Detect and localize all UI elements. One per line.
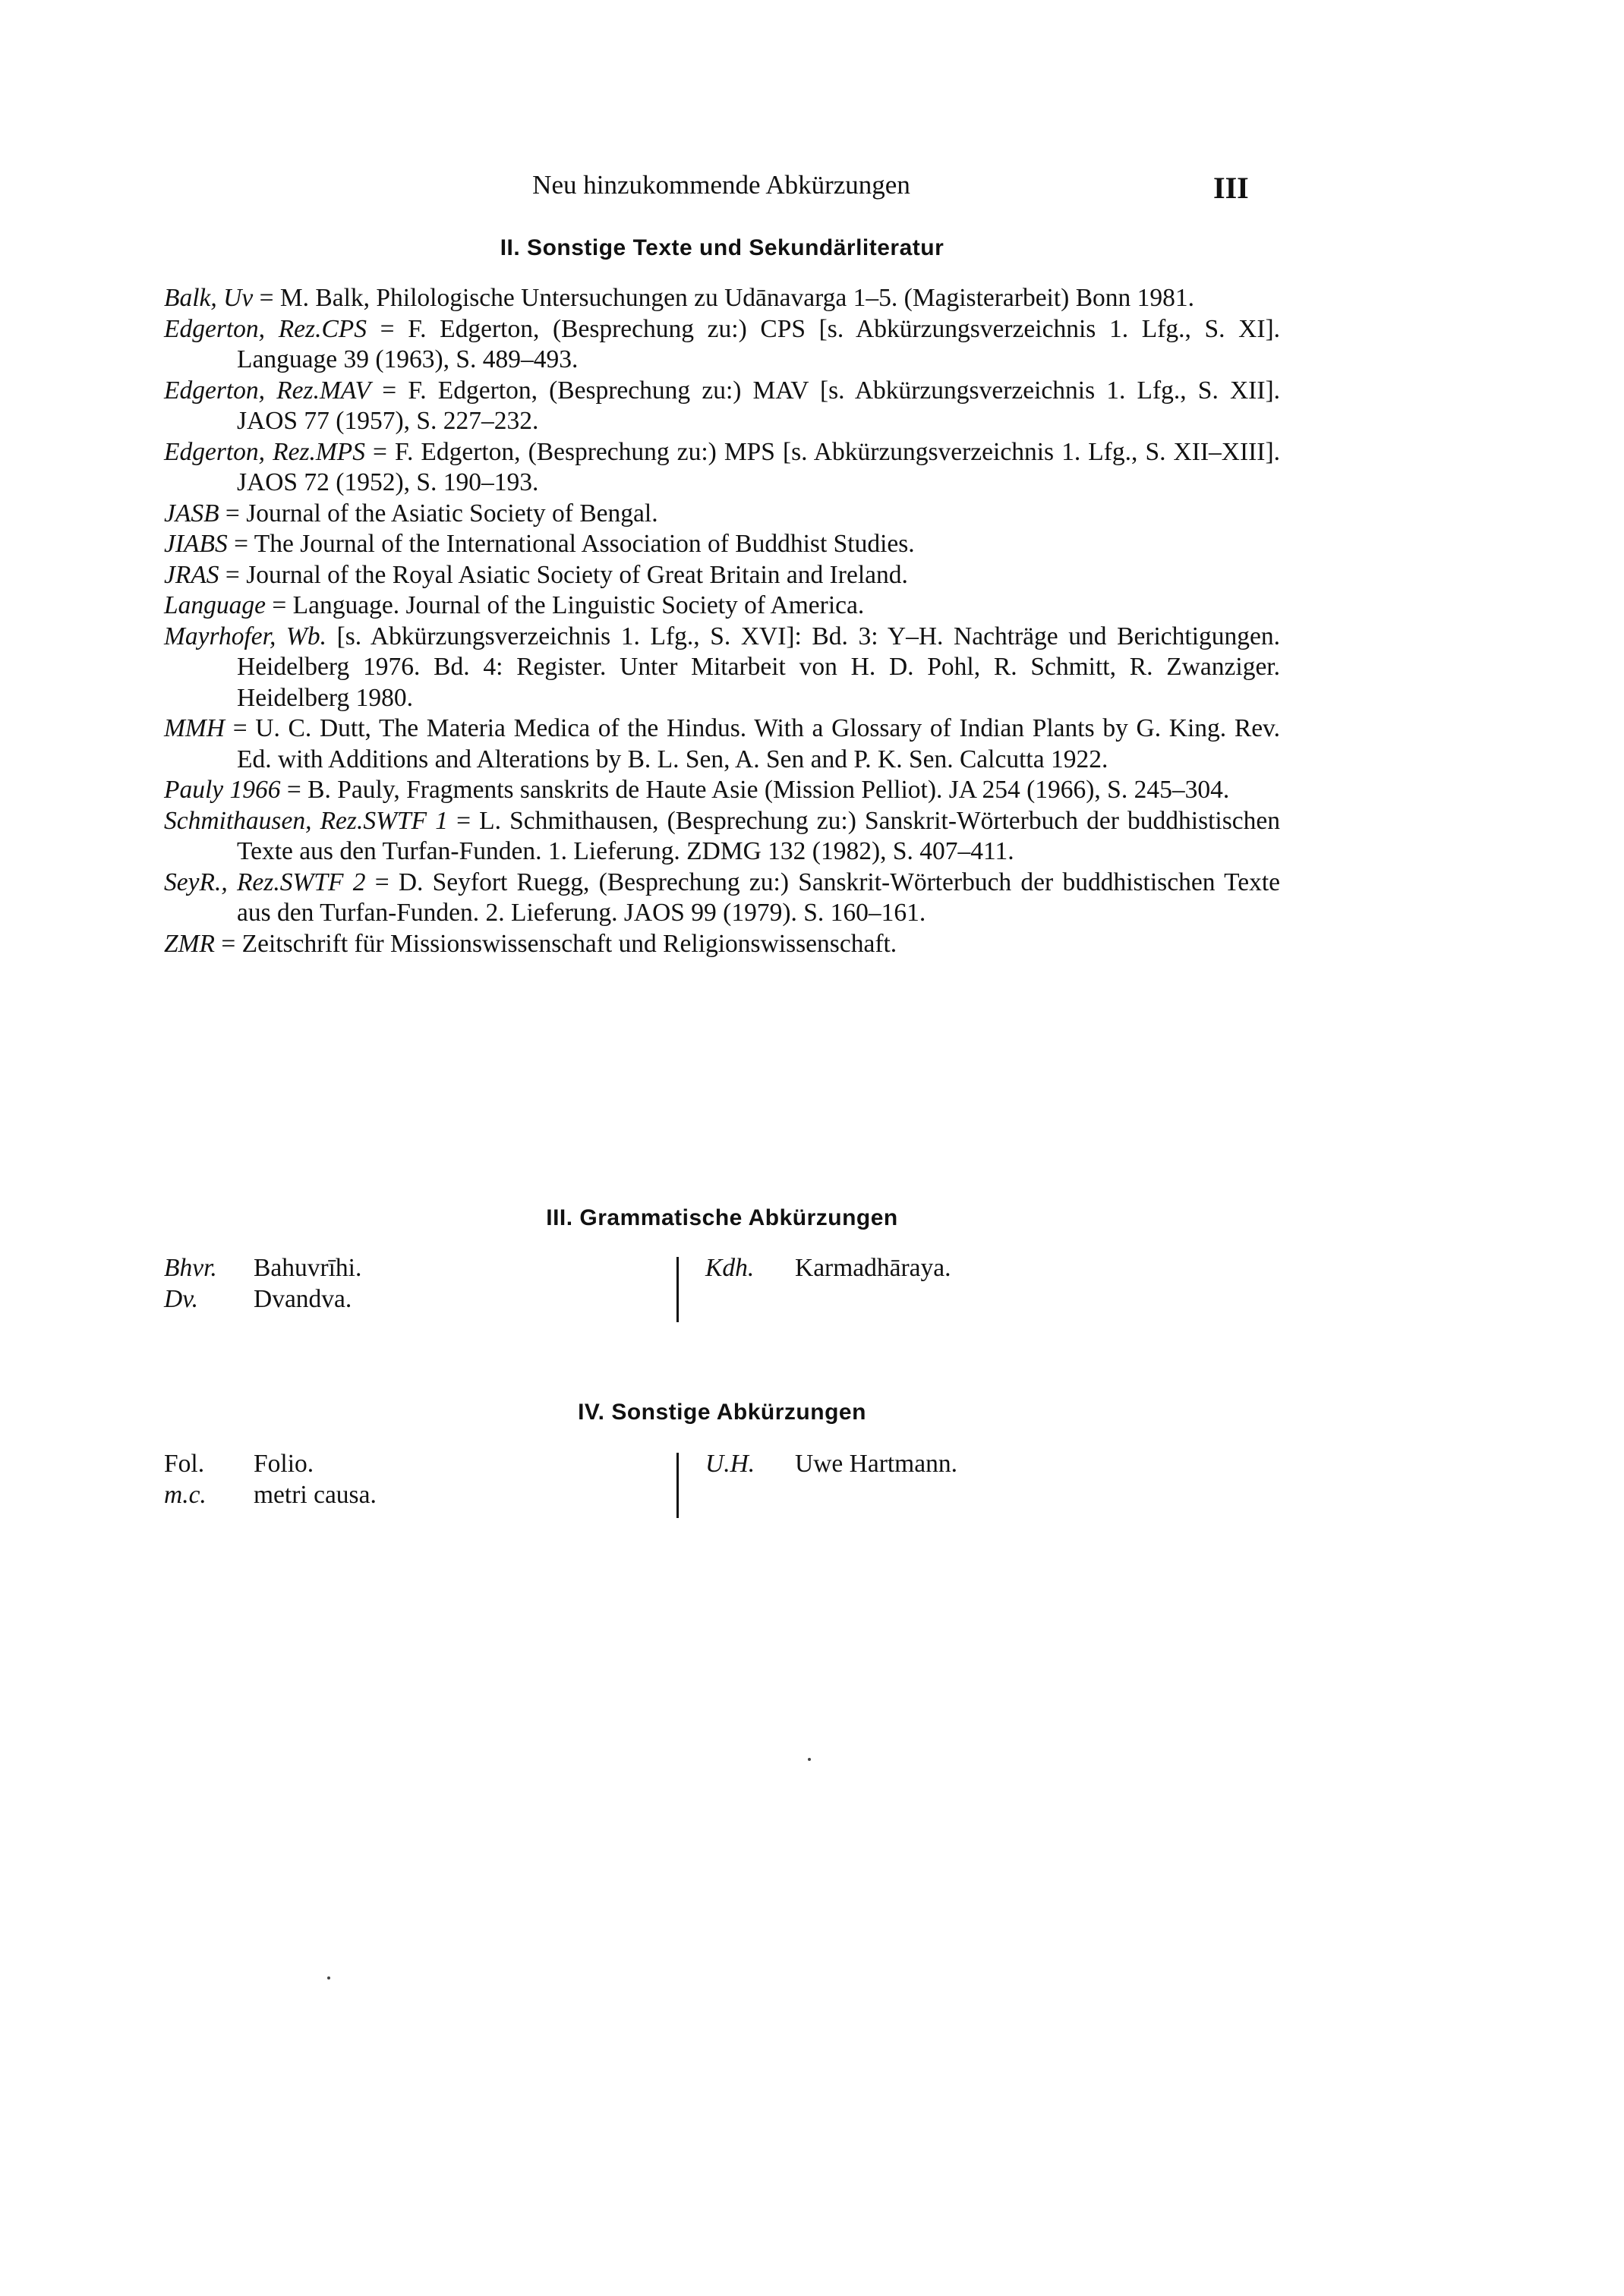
grammatical-right-column <box>705 1253 951 1284</box>
bibliography-entry <box>164 499 1280 530</box>
entry-abbreviation: Pauly 1966 <box>164 776 281 804</box>
entry-abbreviation: Edgerton, Rez.CPS <box>164 314 367 343</box>
abbreviation-value: Karmadhāraya. <box>795 1254 951 1282</box>
abbreviation-key: U.H. <box>705 1450 755 1478</box>
bibliography-entry <box>164 775 1280 806</box>
bibliography-entry <box>164 283 1280 314</box>
entry-abbreviation: JRAS <box>164 560 219 589</box>
running-head: Neu hinzukommende Abkürzungen <box>532 170 910 200</box>
abbreviation-value: Dvandva. <box>254 1284 352 1313</box>
entry-text: = Journal of the Asiatic Society of Bengal. <box>225 499 658 528</box>
bibliography-entry <box>164 713 1280 775</box>
bibliography-entry <box>164 806 1280 868</box>
abbreviation-row <box>164 1449 377 1480</box>
bibliography-entry <box>164 929 1280 960</box>
abbreviation-key: Kdh. <box>705 1254 755 1282</box>
entry-text: = M. Balk, Philologische Untersuchungen zu Udānavarga 1–5. (Magisterarbeit) Bonn 1981. <box>259 284 1195 312</box>
entry-abbreviation: Edgerton, Rez.MAV <box>164 376 371 405</box>
entry-text: = D. Seyfort Ruegg, (Besprechung zu:) Sanskrit-Wörterbuch der buddhistischen Texte aus den Turfan-Funden. 2. Lieferung. JAOS 99 (1979). S. 160–161. <box>237 868 1281 927</box>
bibliography-entry <box>164 529 1280 560</box>
bibliography-entry <box>164 868 1280 929</box>
entry-abbreviation: ZMR <box>164 929 215 958</box>
abbreviation-value: metri causa. <box>254 1480 377 1509</box>
section-title-grammatical: III. Grammatische Abkürzungen <box>546 1205 898 1230</box>
entry-text: = Zeitschrift für Missionswissenschaft und Religionswissenschaft. <box>221 929 897 958</box>
abbreviation-key: Fol. <box>164 1450 205 1478</box>
abbreviation-row <box>164 1253 361 1284</box>
scan-speck <box>327 1976 330 1979</box>
entry-text: = B. Pauly, Fragments sanskrits de Haute Asie (Mission Pelliot). JA 254 (1966), S. 245–304. <box>286 776 1230 804</box>
other-left-column <box>164 1449 377 1510</box>
entry-text: = Journal of the Royal Asiatic Society of Great Britain and Ireland. <box>225 560 908 589</box>
bibliography-entry <box>164 591 1280 622</box>
section-title-other-texts: II. Sonstige Texte und Sekundärliteratur <box>500 235 944 260</box>
abbreviation-value: Bahuvrīhi. <box>254 1254 362 1282</box>
entry-text: [s. Abkürzungsverzeichnis 1. Lfg., S. XVI]: Bd. 3: Y–H. Nachträge und Berichtigungen. Heidelberg 1976. Bd. 4: Register. Unter Mitarbeit von H. D. Pohl, R. Schmitt, R. Zwanziger. Heidelberg 1980. <box>237 622 1281 712</box>
entry-text: = F. Edgerton, (Besprechung zu:) CPS [s. Abkürzungsverzeichnis 1. Lfg., S. XI]. Language 39 (1963), S. 489–493. <box>237 314 1281 373</box>
abbreviation-row <box>164 1480 377 1511</box>
abbreviation-value: Folio. <box>254 1450 314 1478</box>
entry-text: = Language. Journal of the Linguistic Society of America. <box>272 591 865 619</box>
entry-abbreviation: Language <box>164 591 266 619</box>
entry-abbreviation: Mayrhofer, Wb. <box>164 622 326 650</box>
entry-abbreviation: MMH <box>164 714 225 742</box>
bibliography-list <box>164 283 1280 959</box>
entry-text: = F. Edgerton, (Besprechung zu:) MAV [s. Abkürzungsverzeichnis 1. Lfg., S. XII]. JAOS 77 (1957), S. 227–232. <box>237 376 1281 435</box>
grammatical-left-column <box>164 1253 361 1315</box>
abbreviation-key: m.c. <box>164 1480 207 1509</box>
abbreviation-key: Dv. <box>164 1284 198 1313</box>
abbreviation-row <box>705 1449 957 1480</box>
bibliography-entry <box>164 314 1280 376</box>
abbreviation-row <box>705 1253 951 1284</box>
bibliography-entry <box>164 622 1280 714</box>
entry-abbreviation: Balk, Uv <box>164 284 254 312</box>
column-divider <box>676 1257 679 1322</box>
abbreviation-key: Bhvr. <box>164 1254 217 1282</box>
entry-abbreviation: SeyR., Rez.SWTF 2 <box>164 868 366 896</box>
entry-text: = The Journal of the International Association of Buddhist Studies. <box>234 530 915 558</box>
bibliography-entry <box>164 560 1280 591</box>
abbreviation-row <box>164 1284 361 1315</box>
scan-speck <box>808 1758 811 1761</box>
other-right-column <box>705 1449 957 1480</box>
entry-abbreviation: Schmithausen, Rez.SWTF 1 <box>164 806 448 835</box>
abbreviation-value: Uwe Hartmann. <box>795 1450 957 1478</box>
entry-text: = L. Schmithausen, (Besprechung zu:) Sanskrit-Wörterbuch der buddhistischen Texte aus den Turfan-Funden. 1. Lieferung. ZDMG 132 (1982), S. 407–411. <box>237 806 1280 865</box>
section-title-other-abbreviations: IV. Sonstige Abkürzungen <box>578 1400 866 1425</box>
entry-abbreviation: JASB <box>164 499 219 528</box>
column-divider <box>676 1453 679 1518</box>
entry-abbreviation: JIABS <box>164 530 228 558</box>
entry-text: = F. Edgerton, (Besprechung zu:) MPS [s. Abkürzungsverzeichnis 1. Lfg., S. XII–XIII]. JAOS 72 (1952), S. 190–193. <box>237 437 1280 496</box>
bibliography-entry <box>164 376 1280 437</box>
page-number: III <box>1213 171 1249 205</box>
bibliography-entry <box>164 437 1280 499</box>
entry-text: = U. C. Dutt, The Materia Medica of the Hindus. With a Glossary of Indian Plants by G. King. Rev. Ed. with Additions and Alterations by B. L. Sen, A. Sen and P. K. Sen. Calcutta 1922. <box>232 714 1281 773</box>
entry-abbreviation: Edgerton, Rez.MPS <box>164 437 365 466</box>
